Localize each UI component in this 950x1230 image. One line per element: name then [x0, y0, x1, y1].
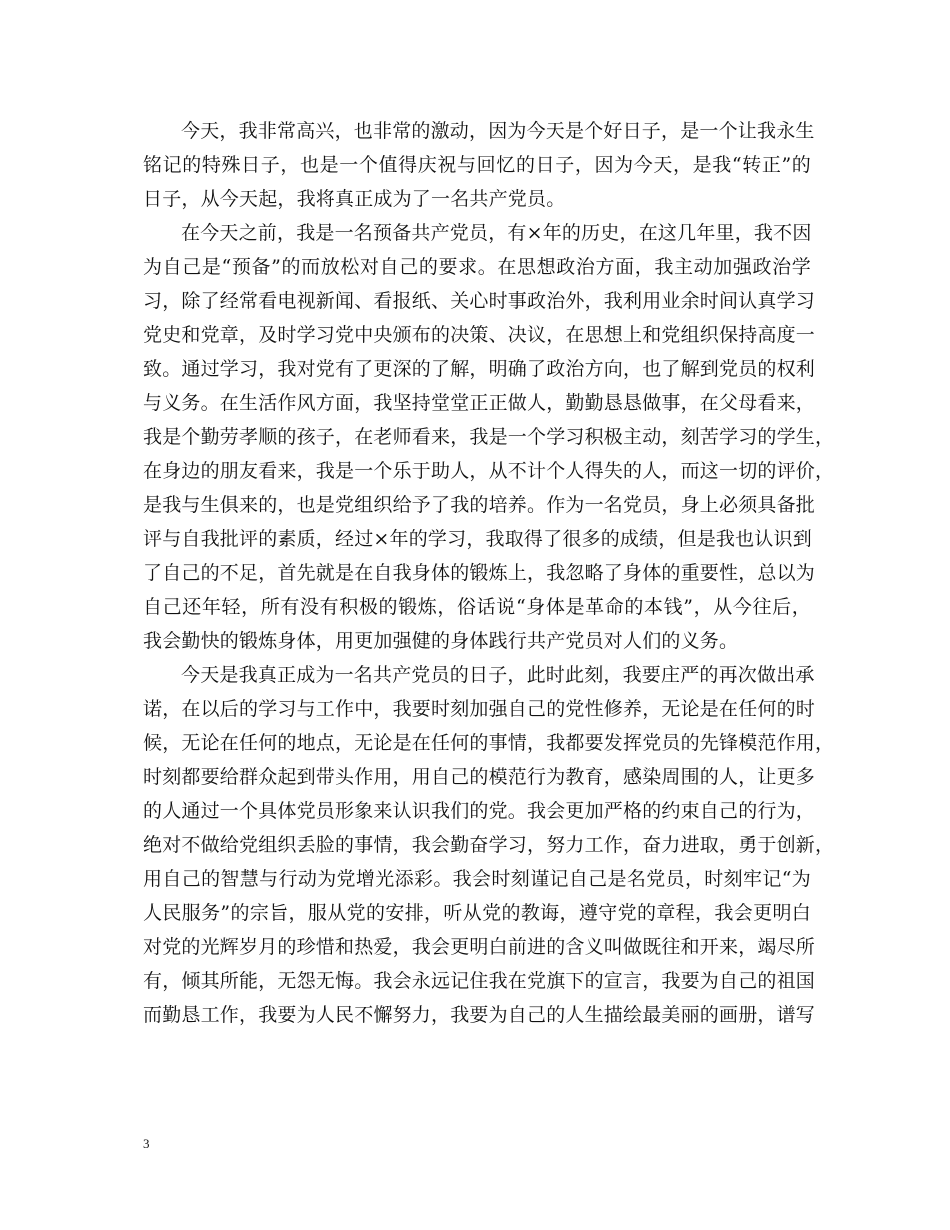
- paragraph-1-line-1: 今天，我非常高兴，也非常的激动，因为今天是个好日子，是一个让我永生: [181, 120, 815, 142]
- page-number: 3: [143, 1136, 150, 1151]
- body-text: [143, 114, 835, 1032]
- paragraph-2-line-4: 党史和党章，及时学习党中央颁布的决策、决议，在思想上和党组织保持高度一: [143, 324, 816, 346]
- paragraph-1-line-3: 日子，从今天起，我将真正成为了一名共产党员。: [143, 188, 566, 210]
- paragraph-2-line-7: 我是个勤劳孝顺的孩子，在老师看来，我是一个学习积极主动，刻苦学习的学生，: [143, 426, 835, 448]
- paragraph-2-line-3: 习，除了经常看电视新闻、看报纸、关心时事政治外，我利用业余时间认真学习: [143, 290, 816, 312]
- paragraph-3-line-7: 用自己的智慧与行动为党增光添彩。我会时刻谨记自己是名党员，时刻牢记“为: [143, 868, 811, 890]
- paragraph-2-line-11: 了自己的不足，首先就是在自我身体的锻炼上，我忽略了身体的重要性，总以为: [143, 562, 816, 584]
- paragraph-2-line-5: 致。通过学习，我对党有了更深的了解，明确了政治方向，也了解到党员的权利: [143, 358, 816, 380]
- paragraph-3-line-4: 时刻都要给群众起到带头作用，用自己的模范行为教育，感染周围的人，让更多: [143, 766, 816, 788]
- paragraph-2-line-8: 在身边的朋友看来，我是一个乐于助人，从不计个人得失的人，而这一切的评价，: [143, 460, 835, 482]
- paragraph-2-line-6: 与义务。在生活作风方面，我坚持堂堂正正做人，勤勤恳恳做事，在父母看来，: [143, 392, 816, 414]
- paragraph-1-line-2: 铭记的特殊日子，也是一个值得庆祝与回忆的日子，因为今天，是我“转正”的: [143, 154, 811, 176]
- paragraph-3-line-8: 人民服务”的宗旨，服从党的安排，听从党的教诲，遵守党的章程，我会更明白: [143, 902, 811, 924]
- paragraph-3-line-6: 绝对不做给党组织丢脸的事情，我会勤奋学习，努力工作，奋力进取，勇于创新，: [143, 834, 835, 856]
- paragraph-2-line-9: 是我与生俱来的，也是党组织给予了我的培养。作为一名党员，身上必须具备批: [143, 494, 816, 516]
- paragraph-3-line-5: 的人通过一个具体党员形象来认识我们的党。我会更加严格的约束自己的行为，: [143, 800, 816, 822]
- paragraph-3-line-3: 候，无论在任何的地点，无论是在任何的事情，我都要发挥党员的先锋模范作用，: [143, 732, 835, 754]
- paragraph-2-line-13: 我会勤快的锻炼身体，用更加强健的身体践行共产党员对人们的义务。: [143, 630, 739, 652]
- paragraph-3-line-1: 今天是我真正成为一名共产党员的日子，此时此刻，我要庄严的再次做出承: [181, 664, 815, 686]
- paragraph-3-line-10: 有，倾其所能，无怨无悔。我会永远记住我在党旗下的宣言，我要为自己的祖国: [143, 970, 816, 992]
- paragraph-3-line-11: 而勤恳工作，我要为人民不懈努力，我要为自己的人生描绘最美丽的画册，谱写: [143, 1004, 816, 1026]
- paragraph-2-line-10: 评与自我批评的素质，经过×年的学习，我取得了很多的成绩，但是我也认识到: [143, 528, 812, 550]
- paragraph-2-line-1: 在今天之前，我是一名预备共产党员，有×年的历史，在这几年里，我不因: [181, 222, 812, 244]
- paragraph-3-line-9: 对党的光辉岁月的珍惜和热爱，我会更明白前进的含义叫做既往和开来，竭尽所: [143, 936, 816, 958]
- paragraph-2-line-2: 为自己是“预备”的而放松对自己的要求。在思想政治方面，我主动加强政治学: [143, 256, 811, 278]
- paragraph-2-line-12: 自己还年轻，所有没有积极的锻炼，俗话说“身体是革命的本钱”，从今往后，: [143, 596, 811, 618]
- paragraph-3-line-2: 诺，在以后的学习与工作中，我要时刻加强自己的党性修养，无论是在任何的时: [143, 698, 816, 720]
